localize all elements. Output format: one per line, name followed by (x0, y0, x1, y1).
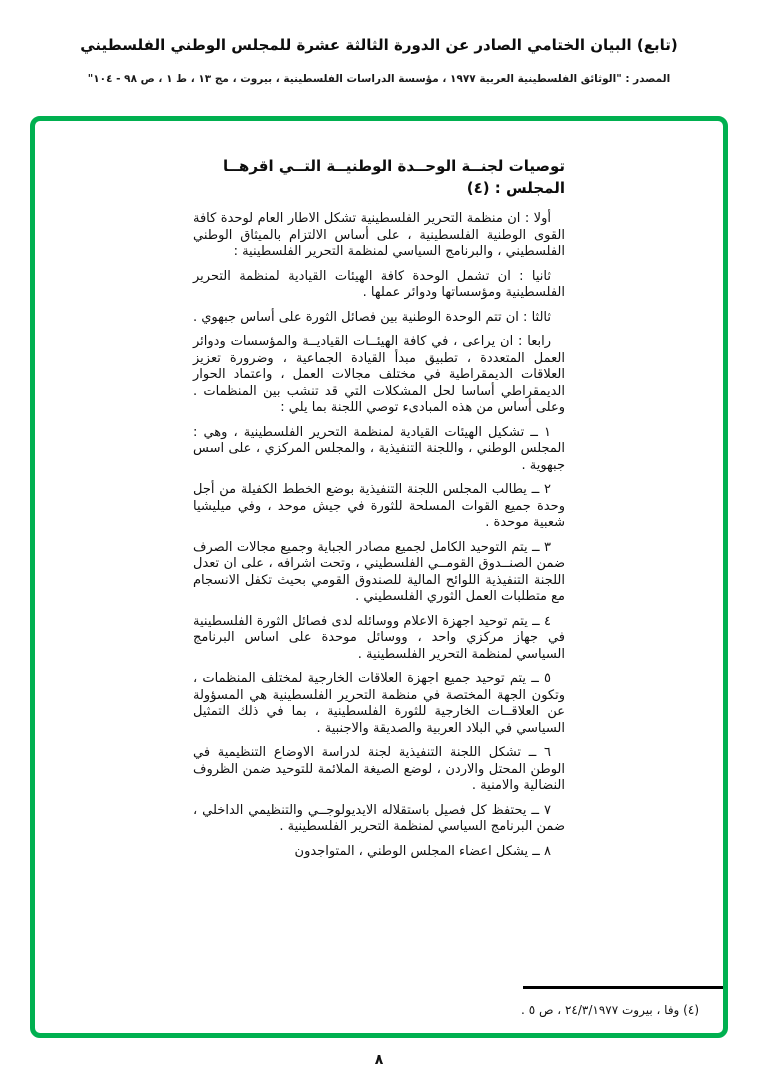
page-number: ٨ (374, 1052, 384, 1068)
paragraph: ٤ ــ يتم توحيد اجهزة الاعلام ووسائله لدى فصائل الثورة الفلسطينية في جهاز مركزي واحد ، ووسائل موحدة على اساس البرنامج السياسي لمنظمة التحرير الفلسطينية . (193, 613, 565, 662)
heading-line-2: المجلس : (٤) (466, 179, 565, 197)
paragraph: ١ ــ تشكيل الهيئات القيادية لمنظمة التحرير الفلسطينية ، وهي : المجلس الوطني ، واللجنة التنفيذية ، والمجلس المركزي ، على اسس جبهوية . (193, 424, 565, 473)
paragraph: أولا : ان منظمة التحرير الفلسطينية تشكل الاطار العام لوحدة كافة القوى الوطنية الفلسطينية ، على أساس الالتزام بالميثاق الوطني الفلسطيني ، والبرنامج السياسي لمنظمة التحرير الفلسطينية : (193, 211, 565, 259)
paragraph: ٧ ــ يحتفظ كل فصيل باستقلاله الايديولوجــي والتنظيمي الداخلي ، ضمن البرنامج السياسي لمنظمة التحرير الفلسطينية . (193, 802, 565, 834)
paragraph: رابعا : ان يراعى ، في كافة الهيئــات القياديــة والمؤسسات ودوائر العمل المتعددة ، تطبيق مبدأ القيادة الجماعية ، وضرورة تعزيز العلاقات الديمقراطية في مختلف مجالات العمل ، واعتماد الحوار الديمقراطي أساسا لحل المشكلات التي قد تنشب بين المنظمات . وعلى أساس من هذه المبادىء توصي اللجنة بما يلي : (193, 334, 565, 415)
footnote-divider (523, 986, 723, 989)
green-document-frame (30, 116, 728, 1038)
paragraph: ٥ ــ يتم توحيد جميع اجهزة العلاقات الخارجية لمختلف المنظمات ، وتكون الجهة المختصة في منظمة التحرير الفلسطينية هي المسؤولة عن العلاقــات الخارجية للثورة الفلسطينية ، بما في ذلك التمثيل السياسي في البلاد العربية والصديقة والاجنبية . (193, 671, 565, 736)
paragraph: ثالثا : ان تتم الوحدة الوطنية بين فصائل الثورة على أساس جبهوي . (192, 309, 551, 325)
paragraph: ٦ ــ تشكل اللجنة التنفيذية لجنة لدراسة الاوضاع التنظيمية في الوطن المحتل والاردن ، لوضع الصيغة الملائمة للتوحيد ضمن الظروف النضالية والامنية . (193, 745, 565, 793)
document-continuation-title: (تابع) البيان الختامي الصادر عن الدورة الثالثة عشرة للمجلس الوطني الفلسطيني (80, 36, 678, 54)
heading-line-1: توصيات لجنــة الوحــدة الوطنيــة التــي اقرهــا (223, 157, 565, 175)
document-heading (193, 155, 565, 199)
paragraph: ثانيا : ان تشمل الوحدة كافة الهيئات القيادية لمنظمة التحرير الفلسطينية ومؤسساتها ودوائر عملها . (193, 268, 565, 300)
paragraph: ٨ ــ يشكل اعضاء المجلس الوطني ، المتواجدون (294, 843, 551, 859)
document-body (193, 155, 565, 868)
paragraph: ٣ ــ يتم التوحيد الكامل لجميع مصادر الجباية وجميع مجالات الصرف ضمن الصنــدوق القومــي الفلسطيني ، وتحت اشرافه ، على ان تعدل اللجنة التنفيذية اللوائح المالية للصندوق القومي بحيث تكفل الانسجام مع متطلبات العمل الثوري الفلسطيني . (193, 539, 565, 604)
footnote: (٤) وفا ، بيروت ٢٤/٣/١٩٧٧ ، ص ٥ . (521, 1003, 699, 1017)
paragraph: ٢ ــ يطالب المجلس اللجنة التنفيذية بوضع الخطط الكفيلة من أجل وحدة جميع القوات المسلحة للثورة في جيش موحد ، وفي ميليشيا شعبية موحدة . (193, 482, 565, 530)
source-citation-line: المصدر : "الوثائق الفلسطينية العربية ١٩٧٧ ، مؤسسة الدراسات الفلسطينية ، بيروت ، مج ١٣ ، ط ١ ، ص ٩٨ - ١٠٤" (87, 73, 671, 85)
